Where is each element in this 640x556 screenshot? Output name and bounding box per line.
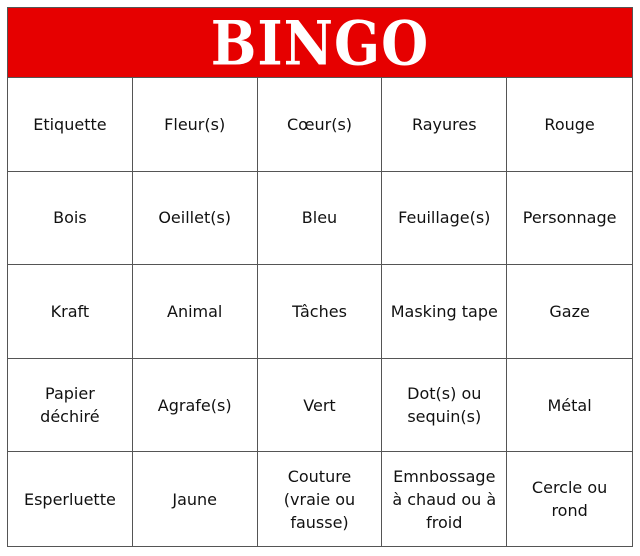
bingo-grid <box>8 78 632 546</box>
bingo-cell[interactable]: Agrafe(s) <box>133 359 258 453</box>
bingo-cell[interactable]: Vert <box>258 359 383 453</box>
bingo-cell[interactable]: Jaune <box>133 452 258 546</box>
bingo-cell[interactable]: Bois <box>8 172 133 266</box>
bingo-cell[interactable]: Couture (vraie ou fausse) <box>258 452 383 546</box>
bingo-cell[interactable]: Rouge <box>507 78 632 172</box>
bingo-cell[interactable]: Rayures <box>382 78 507 172</box>
bingo-cell[interactable]: Animal <box>133 265 258 359</box>
bingo-cell[interactable]: Oeillet(s) <box>133 172 258 266</box>
bingo-cell[interactable]: Feuillage(s) <box>382 172 507 266</box>
bingo-cell[interactable]: Cœur(s) <box>258 78 383 172</box>
bingo-cell[interactable]: Etiquette <box>8 78 133 172</box>
bingo-cell[interactable]: Esperluette <box>8 452 133 546</box>
bingo-cell[interactable]: Emnbossage à chaud ou à froid <box>382 452 507 546</box>
bingo-cell[interactable]: Cercle ou rond <box>531 478 608 521</box>
bingo-cell[interactable]: Personnage <box>507 172 632 266</box>
bingo-cell[interactable]: Bleu <box>258 172 383 266</box>
bingo-card <box>7 7 633 547</box>
bingo-header <box>8 8 632 78</box>
bingo-cell[interactable]: Métal <box>507 359 632 453</box>
bingo-cell[interactable]: Gaze <box>507 265 632 359</box>
bingo-cell[interactable]: Papier déchiré <box>8 359 133 453</box>
bingo-cell[interactable]: Tâches <box>258 265 383 359</box>
bingo-cell[interactable]: Dot(s) ou sequin(s) <box>382 359 507 453</box>
bingo-cell[interactable]: Fleur(s) <box>133 78 258 172</box>
bingo-title: BINGO <box>210 6 430 79</box>
bingo-cell[interactable]: Kraft <box>8 265 133 359</box>
bingo-cell[interactable]: Masking tape <box>382 265 507 359</box>
